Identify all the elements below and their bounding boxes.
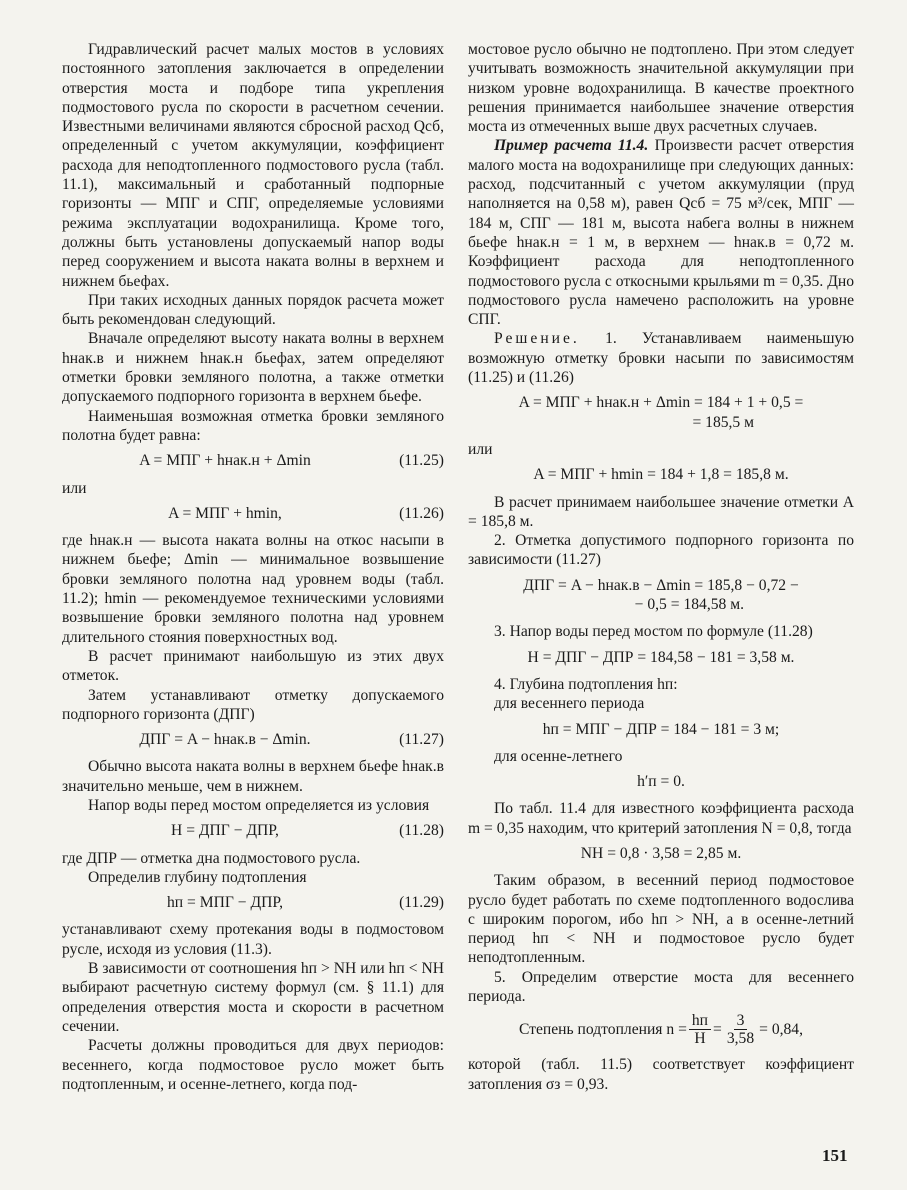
fraction-denominator: 3,58 xyxy=(726,1030,755,1048)
paragraph: Затем устанавливают отметку допускаемого подпорного горизонта (ДПГ) xyxy=(62,686,444,723)
equation xyxy=(468,844,854,863)
paragraph: Обычно высота наката волны в верхнем бьефе hнак.в значительно меньше, чем в нижнем. xyxy=(62,758,444,795)
page-number: 151 xyxy=(822,1146,848,1165)
equation xyxy=(468,413,854,432)
paragraph: 2. Отметка допустимого подпорного горизонта по зависимости (11.27) xyxy=(468,532,854,569)
equation-11-25 xyxy=(62,451,444,470)
equation-formula: = 185,5 м xyxy=(692,413,754,431)
left-column xyxy=(62,40,444,1094)
paragraph: где ДПР — отметка дна подмостового русла. xyxy=(62,849,361,867)
paragraph: 3. Напор воды перед мостом по формуле (11.28) xyxy=(494,623,813,641)
paragraph: для весеннего периода xyxy=(494,695,645,713)
paragraph: или xyxy=(468,440,493,458)
paragraph: Таким образом, в весенний период подмостовое русло будет работать по схеме подтопленного водослива с широким порогом, ибо hп > NH, а в осенне-летний период hп < NH и подмостовое русло будет неподтопленным. xyxy=(468,872,854,967)
paragraph: которой (табл. 11.5) соответствует коэффициент затопления σз = 0,93. xyxy=(468,1056,854,1093)
paragraph: По табл. 11.4 для известного коэффициента расхода m = 0,35 находим, что критерий затопления N = 0,8, тогда xyxy=(468,800,854,837)
equation-number: (11.25) xyxy=(399,452,444,470)
paragraph: устанавливают схему протекания воды в подмостовом русле, исходя из условия (11.3). xyxy=(62,921,444,958)
equation-number: (11.29) xyxy=(399,894,444,912)
equation-number: (11.28) xyxy=(399,822,444,840)
fraction xyxy=(724,1012,757,1047)
paragraph: Наименьшая возможная отметка бровки земляного полотна будет равна: xyxy=(62,407,444,444)
equation-formula: h′п = 0. xyxy=(637,773,685,791)
paragraph: для осенне-летнего xyxy=(494,747,623,765)
solution-label: Решение. xyxy=(494,330,580,348)
equals-sign: = xyxy=(713,1021,722,1039)
equation-11-29 xyxy=(62,893,444,912)
equation-formula: NH = 0,8 · 3,58 = 2,85 м. xyxy=(580,844,742,862)
equation xyxy=(468,772,854,791)
paragraph: В расчет принимают наибольшую из этих двух отметок. xyxy=(62,647,444,685)
paragraph: В зависимости от соотношения hп > NH или hп < NH выбирают расчетную систему формул (см. § 11.1) для определения отверстия моста и скорости в расчетном сечении. xyxy=(62,960,444,1035)
fraction-numerator: hп xyxy=(689,1012,711,1030)
solution-paragraph xyxy=(468,329,854,387)
example-paragraph xyxy=(468,136,854,329)
submergence-equation xyxy=(468,1012,854,1047)
paragraph: Напор воды перед мостом определяется из условия xyxy=(88,796,430,814)
paragraph: где hнак.н — высота наката волны на откос насыпи в нижнем бьефе; Δmin — минимальное возвышение бровки земляного полотна над уровнем воды (табл. 11.2); hmin — рекомендуемое техническими условиями возвышение бровки земляного полотна над уровнем длительного стояния поверхностных вод. xyxy=(62,532,444,646)
example-text: Произвести расчет отверстия малого моста на водохранилище при следующих данных: расход, подсчитанный с учетом аккумуляции (пруд наполняется на 0,58 м), равен Qсб = 75 м³/сек, МПГ — 184 м, СПГ — 181 м, высота набега волны в нижнем бьефе hнак.н = 1 м, в верхнем — hнак.в = 0,72 м. Коэффициент расхода для неподтопленного подмостового русла с откосными крыльями m = 0,35. Дно подмостового русла намечено расположить на уровне СПГ. xyxy=(468,137,854,329)
equation-formula: ДПГ = A − hнак.в − Δmin = 185,8 − 0,72 − xyxy=(523,576,799,594)
paragraph: 5. Определим отверстие моста для весеннего периода. xyxy=(468,968,854,1006)
equation xyxy=(468,393,854,412)
equation-formula: hп = МПГ − ДПР, xyxy=(167,894,283,912)
equation-formula: hп = МПГ − ДПР = 184 − 181 = 3 м; xyxy=(542,720,780,738)
equation-formula: ДПГ = A − hнак.в − Δmin. xyxy=(139,731,311,749)
fraction-numerator: 3 xyxy=(734,1012,748,1030)
fraction-denominator: H xyxy=(694,1030,706,1048)
equation-11-26 xyxy=(62,504,444,523)
equation-formula: A = МПГ + hmin, xyxy=(168,504,282,522)
paragraph: 4. Глубина подтопления hп: xyxy=(494,675,678,693)
equation-11-27 xyxy=(62,730,444,749)
equation xyxy=(468,720,854,739)
equation xyxy=(468,576,854,595)
equation-formula: A = МПГ + hmin = 184 + 1,8 = 185,8 м. xyxy=(533,466,789,484)
equation-formula: − 0,5 = 184,58 м. xyxy=(634,596,744,614)
paragraph: В расчет принимаем наибольшее значение отметки A = 185,8 м. xyxy=(468,493,854,530)
equation-number: (11.26) xyxy=(399,504,444,522)
equation-formula: H = ДПГ − ДПР = 184,58 − 181 = 3,58 м. xyxy=(527,648,795,666)
paragraph: Определив глубину подтопления xyxy=(88,868,307,886)
fraction xyxy=(689,1012,711,1047)
paragraph: Вначале определяют высоту наката волны в верхнем hнак.в и нижнем hнак.н бьефах, затем определяют отметки бровки земляного полотна, а также отметки допускаемого подпорного горизонта в верхнем бьефе. xyxy=(62,330,444,406)
equation-label: Степень подтопления n = xyxy=(518,1021,687,1039)
paragraph: или xyxy=(62,479,87,497)
paragraph: При таких исходных данных порядок расчета может быть рекомендован следующий. xyxy=(62,291,444,329)
equation-number: (11.27) xyxy=(399,731,444,749)
example-title: Пример расчета 11.4. xyxy=(494,137,649,155)
solution-text: 1. Устанавливаем наименьшую возможную отметку бровки насыпи по зависимостям (11.25) и (11.26) xyxy=(468,330,854,387)
paragraph: Гидравлический расчет малых мостов в условиях постоянного затопления заключается в определении отверстия моста и подборе типа укрепления подмостового русла по скорости в расчетном сечении. Известными величинами являются сбросной расход Qсб, определенный с учетом аккумуляции, коэффициент расхода для неподтопленного подмостового русла (табл. 11.1), максимальный и сработанный подпорные горизонты — МПГ и СПГ, определяемые условиями режима эксплуатации водохранилища. Кроме того, должны быть установлены допускаемый напор воды перед сооружением и высота наката волны в верхнем и нижнем бьефах. xyxy=(62,41,444,290)
paragraph: Расчеты должны проводиться для двух периодов: весеннего, когда подмостовое русло может быть подтопленным, и осенне-летнего, когда под- xyxy=(62,1037,444,1093)
equation-formula: A = МПГ + hнак.н + Δmin = 184 + 1 + 0,5 = xyxy=(518,394,804,412)
equation-11-28 xyxy=(62,821,444,840)
equation xyxy=(468,465,854,484)
right-column xyxy=(468,40,854,1094)
equation-formula: H = ДПГ − ДПР, xyxy=(171,822,279,840)
equation-result: = 0,84, xyxy=(759,1021,804,1039)
equation xyxy=(468,595,854,614)
paragraph: мостовое русло обычно не подтоплено. При этом следует учитывать возможность значительной аккумуляции при низком уровне водохранилища. В качестве проектного решения принимается наибольшее значение отверстия моста из отмеченных выше двух расчетных случаев. xyxy=(468,41,854,136)
equation xyxy=(468,648,854,667)
equation-formula: A = МПГ + hнак.н + Δmin xyxy=(139,452,311,470)
